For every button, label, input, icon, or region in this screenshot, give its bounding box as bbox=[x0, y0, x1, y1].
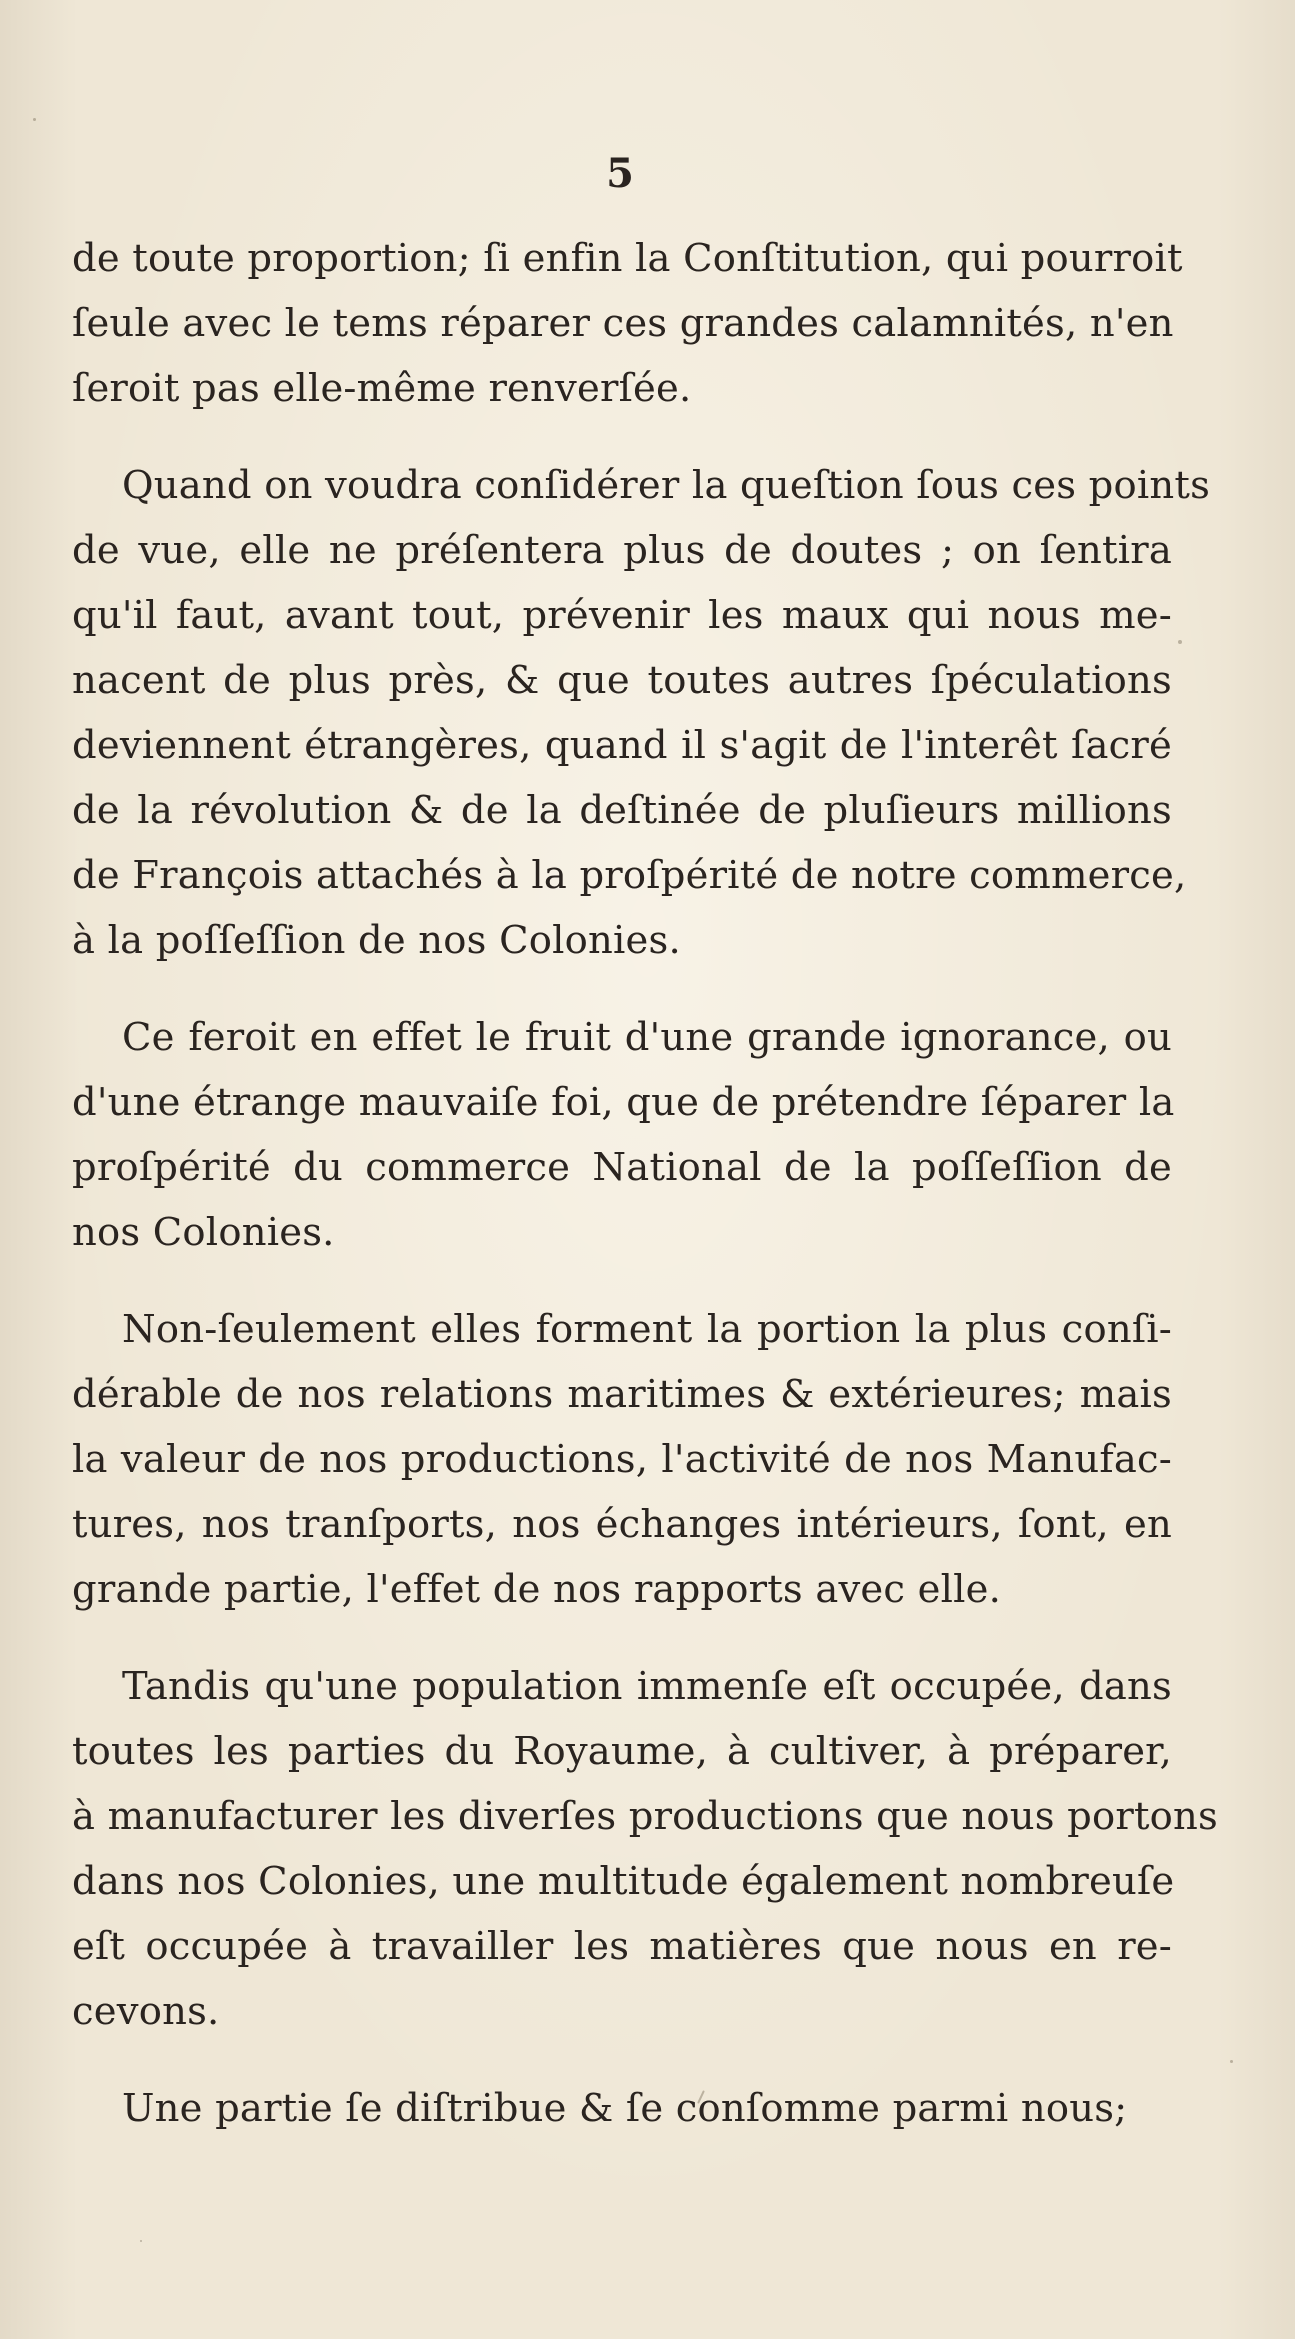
text-line: deviennent étrangères, quand il s'agit de l'interêt ſacré bbox=[72, 723, 1172, 768]
text-line: tures, nos tranſports, nos échanges intérieurs, ſont, en bbox=[72, 1502, 1172, 1547]
page-number: 5 bbox=[606, 150, 634, 197]
text-line: Une partie ſe diſtribue & ſe conſomme parmi nous; bbox=[122, 2086, 1128, 2131]
text-line: dans nos Colonies, une multitude également nombreuſe bbox=[72, 1859, 1175, 1904]
paper-speck bbox=[140, 2240, 142, 2242]
paragraph bbox=[72, 1005, 1175, 1265]
text-line: à la poſſeſſion de nos Colonies. bbox=[72, 918, 681, 963]
text-line: toutes les parties du Royaume, à cultiver, à préparer, bbox=[72, 1729, 1172, 1774]
text-line: Non-ſeulement elles forment la portion la plus conſi- bbox=[122, 1307, 1172, 1352]
text-line: ſeule avec le tems réparer ces grandes calamnités, n'en bbox=[72, 301, 1174, 346]
text-line: de vue, elle ne préſentera plus de doutes ; on ſentira bbox=[72, 528, 1172, 573]
paper-speck bbox=[1178, 640, 1182, 644]
text-line: à manufacturer les diverſes productions que nous portons bbox=[72, 1794, 1218, 1839]
text-line: de la révolution & de la deſtinée de pluſieurs millions bbox=[72, 788, 1172, 833]
text-line: proſpérité du commerce National de la poſſeſſion de bbox=[72, 1145, 1172, 1190]
paper-speck bbox=[1230, 2060, 1233, 2063]
text-line: eſt occupée à travailler les matières que nous en re- bbox=[72, 1924, 1172, 1969]
text-line: Tandis qu'une population immenſe eſt occupée, dans bbox=[122, 1664, 1172, 1709]
paragraph bbox=[72, 1297, 1172, 1622]
text-line: ſeroit pas elle-même renverſée. bbox=[72, 366, 692, 411]
text-line: grande partie, l'effet de nos rapports avec elle. bbox=[72, 1567, 1002, 1612]
text-line: cevons. bbox=[72, 1989, 220, 2034]
text-line: nos Colonies. bbox=[72, 1210, 335, 1255]
paragraph bbox=[72, 226, 1183, 421]
text-line: qu'il faut, avant tout, prévenir les maux qui nous me- bbox=[72, 593, 1172, 638]
text-line: dérable de nos relations maritimes & extérieures; mais bbox=[72, 1372, 1172, 1417]
text-line: Ce feroit en effet le fruit d'une grande ignorance, ou bbox=[122, 1015, 1172, 1060]
text-line: de toute proportion; ſi enfin la Conſtitution, qui pourroit bbox=[72, 236, 1183, 281]
text-line: la valeur de nos productions, l'activité de nos Manufac- bbox=[72, 1437, 1172, 1482]
paragraph bbox=[72, 1654, 1218, 2044]
paragraph bbox=[72, 2076, 1172, 2141]
text-line: de François attachés à la proſpérité de notre commerce, bbox=[72, 853, 1187, 898]
text-line: Quand on voudra conſidérer la queſtion ſous ces points bbox=[122, 463, 1211, 508]
paper-speck bbox=[33, 118, 36, 121]
text-line: d'une étrange mauvaiſe foi, que de prétendre ſéparer la bbox=[72, 1080, 1175, 1125]
paragraph bbox=[72, 453, 1211, 973]
text-line: nacent de plus près, & que toutes autres ſpéculations bbox=[72, 658, 1172, 703]
body-text bbox=[72, 226, 1218, 2141]
